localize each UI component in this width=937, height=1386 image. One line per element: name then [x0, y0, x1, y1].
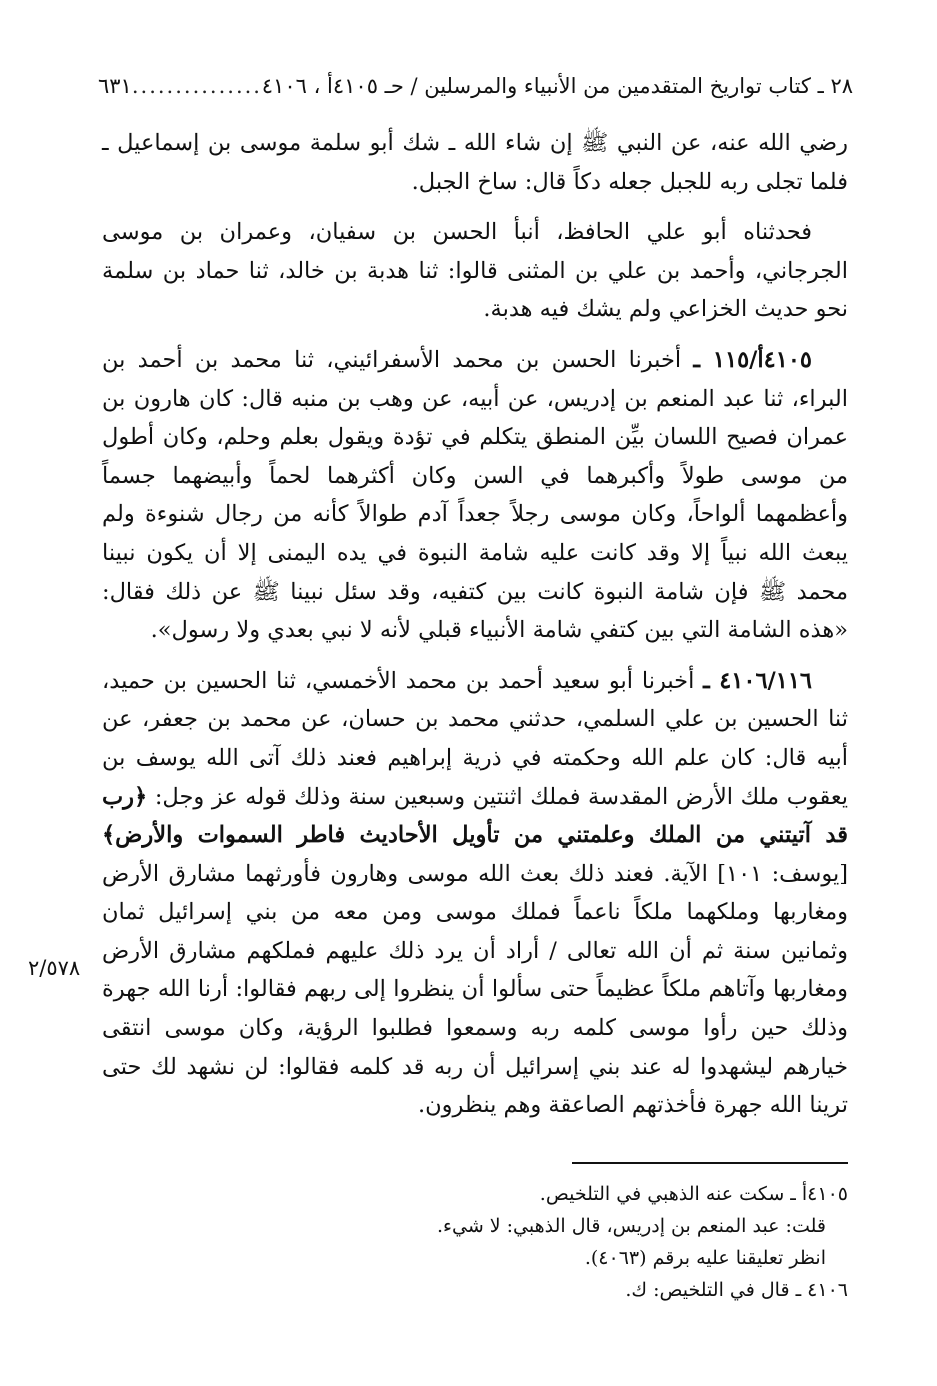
quran-verse: ﴿رب قد آتيتني من الملك وعلمتني من تأويل الأحاديث فاطر السموات والأرض﴾ — [102, 783, 848, 849]
footnote-item: ٤١٠٦ ـ قال في التلخيص: ك. — [625, 1279, 848, 1301]
paragraph-text: رضي الله عنه، عن النبي ﷺ إن شاء الله ـ شك أبو سلمة موسى بن إسماعيل ـ فلما تجلى ربه للجبل جعله دكاً قال: ساخ الجبل. — [102, 130, 848, 195]
page-number: ٦٣١ — [98, 74, 132, 98]
footnote-divider — [572, 1162, 848, 1164]
hadith-4105a — [102, 341, 848, 650]
header-leader-dots: ............... — [131, 74, 262, 98]
footnote-item: ٤١٠٥أ ـ سكت عنه الذهبي في التلخيص. — [539, 1183, 848, 1205]
footnotes — [300, 1178, 848, 1306]
paragraph-text: فحدثناه أبو علي الحافظ، أنبأ الحسن بن سفيان، وعمران بن موسى الجرجاني، وأحمد بن علي بن المثنى قالوا: ثنا هدبة بن خالد، ثنا حماد بن سلمة نحو حديث الخزاعي ولم يشك فيه هدبة. — [102, 219, 848, 323]
hadith-4106 — [102, 662, 848, 1125]
paragraph-text: أخبرنا الحسن بن محمد الأسفرائيني، ثنا محمد بن أحمد بن البراء، ثنا عبد المنعم بن إدريس، عن أبيه، عن وهب بن منبه قال: كان هارون بن عمران فصيح اللسان بيِّن المنطق يتكلم في تؤدة ويقول بعلم وحلم، وكان أطول من موسى طولاً وأكبرهما في السن وكان أكثرهما لحماً وأبيضهما جسماً وأعظمهما ألواحاً، وكان موسى رجلاً جعداً آدم طوالاً كأنه من رجال شنوءة ولم يبعث الله نبياً إلا وقد كانت عليه شامة النبوة في يده اليمنى إلا أن يكون نبينا محمد ﷺ فإن شامة النبوة كانت بين كتفيه، وقد سئل نبينا ﷺ عن ذلك فقال: «هذه الشامة التي بين كتفي شامة الأنبياء قبلي لأنه لا نبي بعدي ولا رسول». — [102, 346, 848, 644]
hadith-number: ٤١٠٦/١١٦ ـ — [703, 667, 812, 694]
paragraph-continuation — [102, 124, 848, 201]
header-title: ٢٨ ـ كتاب تواريخ المتقدمين من الأنبياء والمرسلين / حـ ٤١٠٥أ ، ٤١٠٦ — [261, 74, 853, 98]
running-header — [98, 68, 853, 104]
paragraph-text: أخبرنا أبو سعيد أحمد بن محمد الأخمسي، ثنا الحسين بن حميد، ثنا الحسين بن علي السلمي، حدثني محمد بن حسان، عن محمد بن جعفر، عن أبيه قال: كان علم الله وحكمته في ذرية إبراهيم فعند ذلك آتى الله يوسف بن يعقوب ملك الأرض المقدسة فملك اثنتين وسبعين سنة وذلك قوله عز وجل: — [102, 667, 849, 810]
paragraph-chain — [102, 213, 848, 329]
footnote-item: قلت: عبد المنعم بن إدريس، قال الذهبي: لا شيء. — [437, 1215, 826, 1237]
paragraph-text: [يوسف: ١٠١] الآية. فعند ذلك بعث الله موسى وهارون فأورثهما مشارق الأرض ومغاربها وملكهما ملكاً ناعماً فملك موسى ومن معه من بني إسرائيل ثمان وثمانين سنة ثم أن الله تعالى / أراد أن يرد ذلك عليهم فملكهم مشارق الأرض ومغاربها وآتاهم ملكاً عظيماً حتى سألوا أن ينظروا إلى ربهم فقالوا: أرنا الله جهرة وذلك حين رأوا موسى كلمه ربه وسمعوا فطلبوا الرؤية، وكان موسى انتقى خيارهم ليشهدوا له عند بني إسرائيل أن ربه قد كلمه فقالوا: لن نشهد لك حتى ترينا الله جهرة فأخذتهم الصاعقة وهم ينظرون. — [102, 860, 848, 1119]
main-text — [102, 124, 848, 1137]
hadith-number: ٤١٠٥أ/١١٥ ـ — [693, 346, 812, 373]
footnote-item: انظر تعليقنا عليه برقم (٤٠٦٣). — [584, 1247, 826, 1269]
margin-reference: ٢/٥٧٨ — [28, 956, 81, 980]
